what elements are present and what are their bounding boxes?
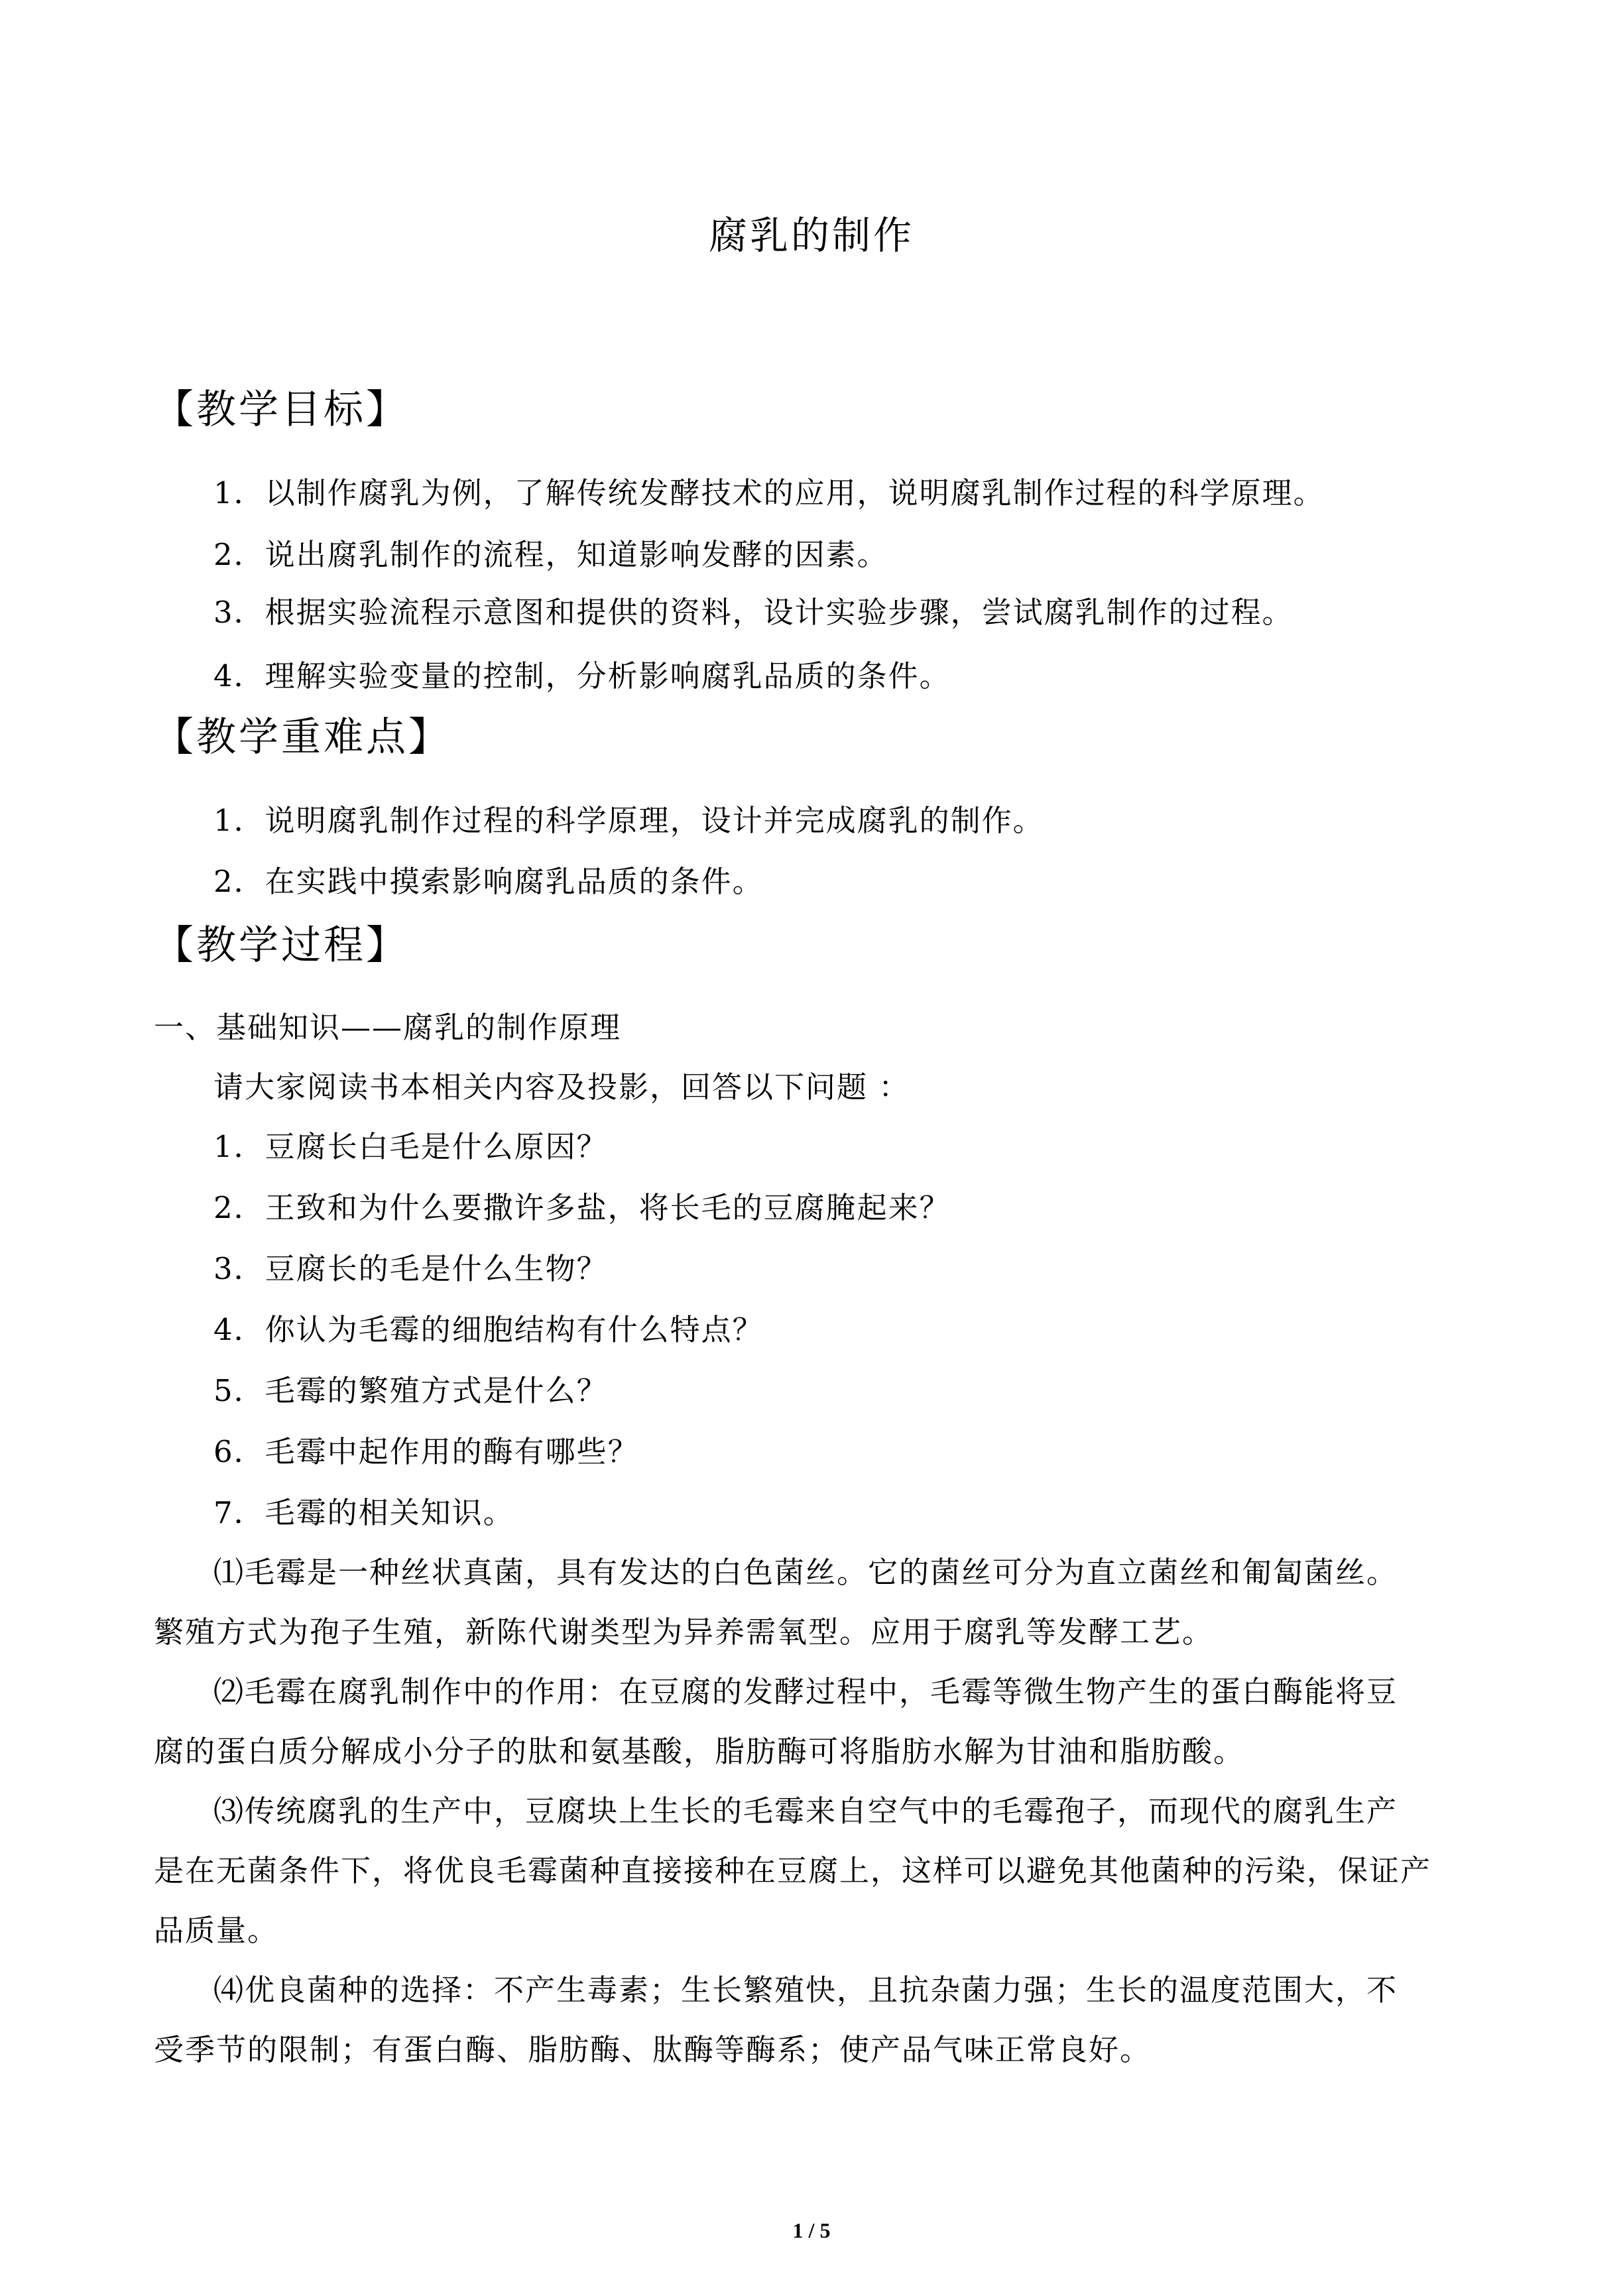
page-title: 腐乳的制作 <box>708 213 914 258</box>
question-item: 3．豆腐长的毛是什么生物？ <box>213 1251 608 1286</box>
page-number: 1 / 5 <box>792 2218 831 2242</box>
question-item: 5．毛霉的繁殖方式是什么？ <box>213 1373 608 1408</box>
process-subheading: 一、基础知识——腐乳的制作原理 <box>154 1010 622 1045</box>
question-item: 4．你认为毛霉的细胞结构有什么特点？ <box>213 1312 764 1347</box>
objective-item: 2．说出腐乳制作的流程，知道影响发酵的因素。 <box>213 537 888 572</box>
question-item: 2．王致和为什么要撒许多盐，将长毛的豆腐腌起来？ <box>213 1190 951 1225</box>
paragraph-line: ⑵毛霉在腐乳制作中的作用：在豆腐的发酵过程中，毛霉等微生物产生的蛋白酶能将豆 <box>213 1674 1398 1709</box>
objective-item: 4．理解实验变量的控制，分析影响腐乳品质的条件。 <box>213 658 951 694</box>
paragraph-line: ⑶传统腐乳的生产中，豆腐块上生长的毛霉来自空气中的毛霉孢子，而现代的腐乳生产 <box>213 1793 1398 1829</box>
objective-item: 1．以制作腐乳为例，了解传统发酵技术的应用，说明腐乳制作过程的科学原理。 <box>213 475 1325 511</box>
paragraph-line: 受季节的限制；有蛋白酶、脂肪酶、肽酶等酶系；使产品气味正常良好。 <box>154 2032 1152 2067</box>
key-points-heading: 【教学重难点】 <box>154 714 451 760</box>
paragraph-line: ⑴毛霉是一种丝状真菌，具有发达的白色菌丝。它的菌丝可分为直立菌丝和匍匐菌丝。 <box>213 1555 1398 1590</box>
paragraph-line: 品质量。 <box>154 1913 279 1948</box>
question-item: 7．毛霉的相关知识。 <box>213 1495 514 1530</box>
question-item: 6．毛霉中起作用的酶有哪些？ <box>213 1434 639 1469</box>
objective-item: 3．根据实验流程示意图和提供的资料，设计实验步骤，尝试腐乳制作的过程。 <box>213 595 1293 630</box>
key-point-item: 2．在实践中摸索影响腐乳品质的条件。 <box>213 864 764 899</box>
key-point-item: 1．说明腐乳制作过程的科学原理，设计并完成腐乳的制作。 <box>213 803 1044 838</box>
paragraph-line: 是在无菌条件下，将优良毛霉菌种直接接种在豆腐上，这样可以避免其他菌种的污染，保证产 <box>154 1853 1432 1888</box>
paragraph-line: 繁殖方式为孢子生殖，新陈代谢类型为异养需氧型。应用于腐乳等发酵工艺。 <box>154 1614 1214 1650</box>
objectives-heading: 【教学目标】 <box>154 387 408 433</box>
process-heading: 【教学过程】 <box>154 922 408 969</box>
process-intro: 请大家阅读书本相关内容及投影，回答以下问题 ： <box>213 1069 910 1105</box>
question-item: 1．豆腐长白毛是什么原因？ <box>213 1129 608 1164</box>
paragraph-line: ⑷优良菌种的选择：不产生毒素；生长繁殖快，且抗杂菌力强；生长的温度范围大，不 <box>213 1972 1398 2008</box>
paragraph-line: 腐的蛋白质分解成小分子的肽和氨基酸，脂肪酶可将脂肪水解为甘油和脂肪酸。 <box>154 1734 1245 1769</box>
